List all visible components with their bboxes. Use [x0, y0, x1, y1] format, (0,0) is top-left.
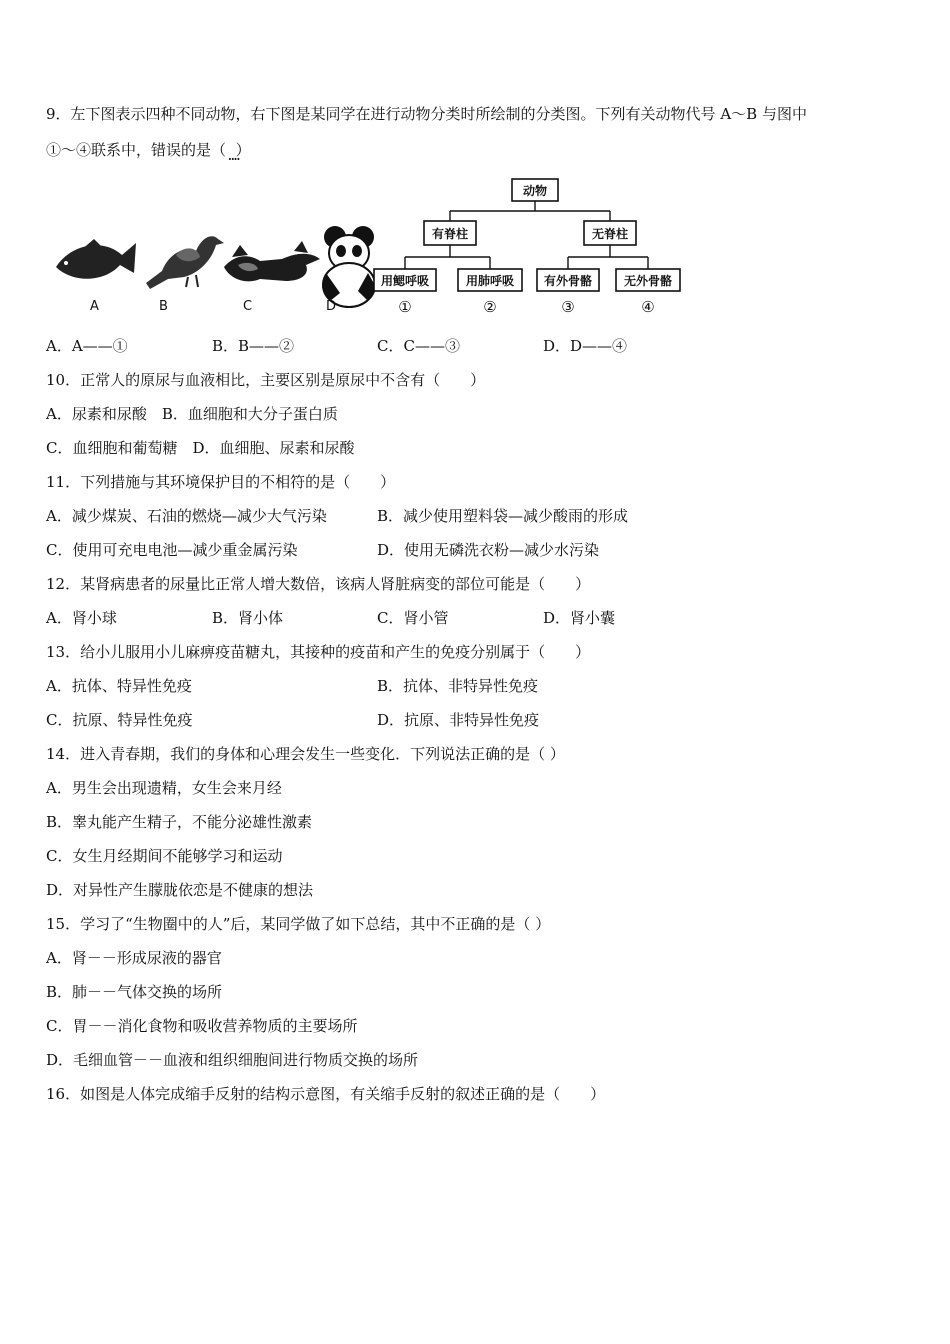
q9-stem-line2 — [46, 139, 251, 160]
q10-options-ab[interactable]: A．尿素和尿酸 B．血细胞和大分子蛋白质 — [46, 405, 338, 423]
q12-option-c[interactable]: C．肾小管 — [377, 609, 449, 627]
q9-option-b[interactable]: B．B——② — [212, 337, 295, 355]
q13-option-d[interactable]: D．抗原、非特异性免疫 — [377, 711, 540, 729]
tree-root-label: 动物 — [522, 184, 548, 198]
panda-animal-image — [322, 226, 376, 307]
q16-stem: 16．如图是人体完成缩手反射的结构示意图，有关缩手反射的叙述正确的是（ ） — [46, 1085, 606, 1103]
q11-option-d[interactable]: D．使用无磷洗衣粉—减少水污染 — [377, 541, 600, 559]
tree-exoskeleton-node — [537, 269, 599, 291]
animal-label-a: A — [90, 299, 99, 314]
q15-option-b[interactable]: B．肺－－气体交换的场所 — [46, 983, 223, 1001]
tree-gill-node — [374, 269, 436, 291]
amphibian-animal-image — [224, 241, 320, 281]
q9-option-a[interactable]: A．A——① — [46, 337, 128, 355]
q11-option-a[interactable]: A．减少煤炭、石油的燃烧—减少大气污染 — [46, 507, 327, 525]
q14-stem: 14．进入青春期，我们的身体和心理会发生一些变化．下列说法正确的是（ ） — [46, 745, 565, 763]
q14-option-b[interactable]: B．睾丸能产生精子，不能分泌雄性激素 — [46, 813, 313, 831]
q13-option-a[interactable]: A．抗体、特异性免疫 — [46, 677, 192, 695]
tree-root-node — [512, 179, 558, 201]
tree-number-2: ② — [483, 298, 497, 316]
tree-lung-node — [458, 269, 522, 291]
q9-emphasis-mark — [226, 141, 236, 159]
q13-stem: 13．给小儿服用小儿麻痹疫苗糖丸，其接种的疫苗和产生的免疫分别属于（ ） — [46, 643, 591, 661]
tree-exoskeleton-label: 有外骨骼 — [543, 274, 593, 288]
q9-option-d[interactable]: D．D——④ — [543, 337, 628, 355]
tree-number-3: ③ — [561, 298, 575, 316]
q12-stem: 12．某肾病患者的尿量比正常人增大数倍，该病人肾脏病变的部位可能是（ ） — [46, 575, 591, 593]
tree-vertebrate-label: 有脊柱 — [431, 227, 469, 241]
q15-option-d[interactable]: D．毛细血管－－血液和组织细胞间进行物质交换的场所 — [46, 1051, 419, 1069]
q15-stem: 15．学习了“生物圈中的人”后，某同学做了如下总结，其中不正确的是（ ） — [46, 915, 551, 933]
tree-gill-label: 用鳃呼吸 — [380, 274, 430, 288]
q15-option-a[interactable]: A．肾－－形成尿液的器官 — [46, 949, 222, 967]
q11-stem: 11．下列措施与其环境保护目的不相符的是（ ） — [46, 473, 396, 491]
animal-label-c: C — [243, 299, 253, 314]
q12-option-b[interactable]: B．肾小体 — [212, 609, 284, 627]
q9-stem-line1: 9．左下图表示四种不同动物，右下图是某同学在进行动物分类时所绘制的分类图。下列有关动物代号 A～B 与图中 — [46, 105, 807, 123]
q11-option-c[interactable]: C．使用可充电电池—减少重金属污染 — [46, 541, 298, 559]
animal-label-d: D — [326, 299, 337, 314]
q15-option-c[interactable]: C．胃－－消化食物和吸收营养物质的主要场所 — [46, 1017, 358, 1035]
q10-stem: 10．正常人的原尿与血液相比，主要区别是原尿中不含有（ ） — [46, 371, 486, 389]
q13-option-c[interactable]: C．抗原、特异性免疫 — [46, 711, 193, 729]
q14-option-a[interactable]: A．男生会出现遗精，女生会来月经 — [46, 779, 282, 797]
q12-option-d[interactable]: D．肾小囊 — [543, 609, 616, 627]
tree-lung-label: 用肺呼吸 — [465, 274, 515, 288]
tree-no-exoskeleton-label: 无外骨骼 — [623, 274, 673, 288]
q9-option-c[interactable]: C．C——③ — [377, 337, 460, 355]
tree-no-exoskeleton-node — [616, 269, 680, 291]
q12-option-a[interactable]: A．肾小球 — [46, 609, 117, 627]
q14-option-c[interactable]: C．女生月经期间不能够学习和运动 — [46, 847, 283, 865]
tree-invertebrate-node — [584, 221, 636, 245]
tree-number-4: ④ — [641, 298, 655, 316]
animal-label-b: B — [159, 299, 168, 314]
pigeon-animal-image — [146, 236, 224, 289]
q10-options-cd[interactable]: C．血细胞和葡萄糖 D．血细胞、尿素和尿酸 — [46, 439, 355, 457]
fish-animal-image — [56, 239, 136, 279]
q11-option-b[interactable]: B．减少使用塑料袋—减少酸雨的形成 — [377, 507, 629, 525]
tree-number-1: ① — [398, 298, 412, 316]
q9-stem-pre: ①～④联系中，错误的是（ — [46, 141, 227, 159]
tree-vertebrate-node — [424, 221, 476, 245]
animal-classification-figure — [50, 175, 690, 320]
q14-option-d[interactable]: D．对异性产生朦胧依恋是不健康的想法 — [46, 881, 314, 899]
q13-option-b[interactable]: B．抗体、非特异性免疫 — [377, 677, 539, 695]
tree-invertebrate-label: 无脊柱 — [591, 227, 629, 241]
q9-stem-post: ） — [235, 141, 251, 159]
